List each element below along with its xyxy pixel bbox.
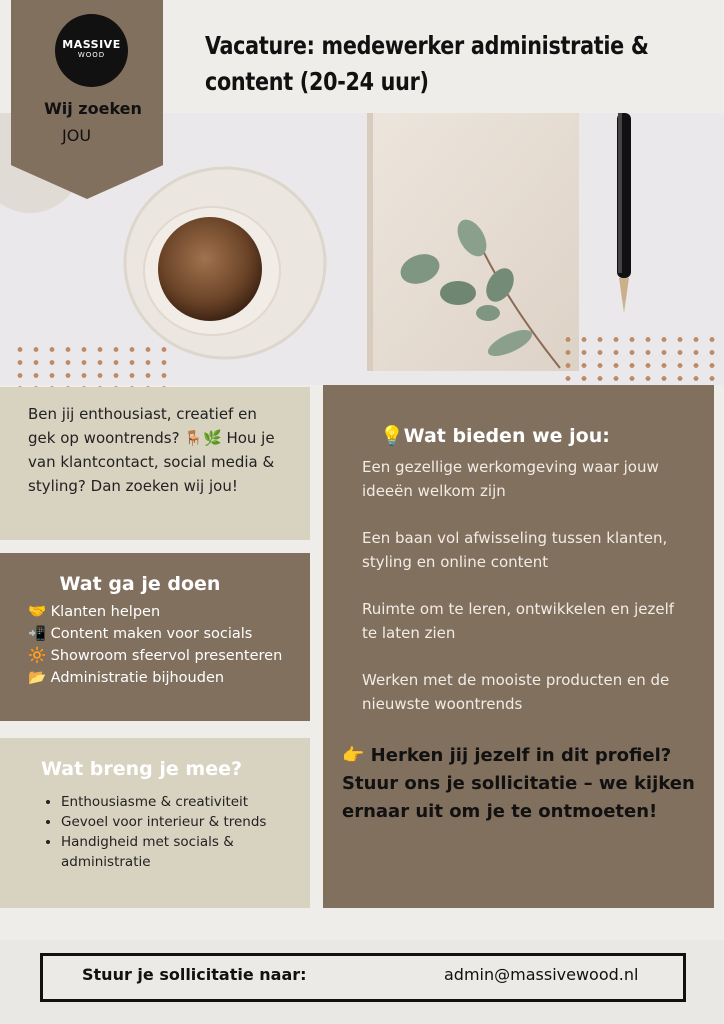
requirements-list	[45, 792, 301, 872]
tasks-title: Wat ga je doen	[59, 573, 221, 595]
offer-item: Een baan vol afwisseling tussen klanten, styling en online content	[362, 529, 668, 571]
tab-subheading: JOU	[62, 126, 92, 145]
task-item: 📲 Content maken voor socials	[28, 626, 253, 642]
offer-item: Ruimte om te leren, ontwikkelen en jezelf te laten zien	[362, 600, 675, 642]
task-item: 🤝 Klanten helpen	[28, 604, 161, 620]
offer-item: Werken met de mooiste producten en de nieuwste woontrends	[362, 671, 670, 713]
decorative-dots-right	[560, 333, 724, 385]
logo-sub-text: WOOD	[77, 51, 106, 59]
offer-title: 💡Wat bieden we jou:	[380, 425, 610, 447]
requirement-item: • Handigheid met socials & administratie	[61, 832, 301, 872]
call-to-action: 👉 Herken jij jezelf in dit profiel? Stuur ons je sollicitatie – we kijken ernaar uit om je te ontmoeten!	[342, 745, 695, 822]
massive-wood-logo	[55, 14, 128, 87]
contact-label: Stuur je sollicitatie naar:	[82, 965, 307, 984]
task-item: 🔆 Showroom sfeervol presenteren	[28, 648, 283, 664]
logo-main-text: MASSIVE	[62, 38, 121, 51]
task-item: 📂 Administratie bijhouden	[28, 670, 225, 686]
contact-email-link[interactable]: admin@massivewood.nl	[444, 965, 639, 984]
page-title: Vacature: medewerker administratie & content (20-24 uur)	[205, 31, 649, 96]
tab-heading: Wij zoeken	[44, 99, 142, 118]
requirement-item: • Enthousiasme & creativiteit	[61, 792, 301, 812]
requirements-title: Wat breng je mee?	[41, 758, 243, 780]
requirement-item: • Gevoel voor interieur & trends	[61, 812, 301, 832]
intro-text: Ben jij enthousiast, creatief en gek op woontrends? 🪑🌿 Hou je van klantcontact, social media & styling? Dan zoeken wij jou!	[28, 405, 275, 495]
offer-item: Een gezellige werkomgeving waar jouw ideeën welkom zijn	[362, 458, 659, 500]
